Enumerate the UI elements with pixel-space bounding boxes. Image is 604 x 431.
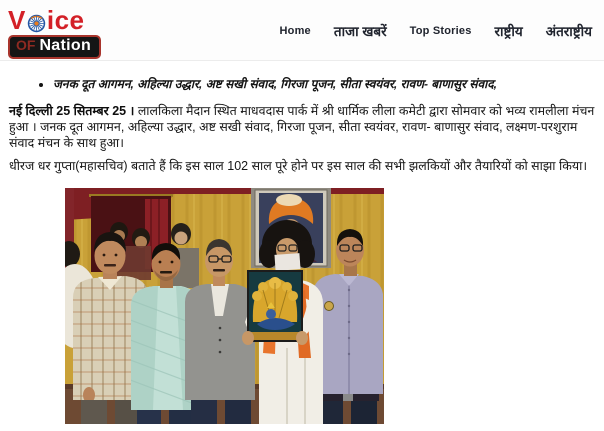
article-body xyxy=(0,77,604,424)
deity-picture xyxy=(242,270,308,345)
site-logo[interactable] xyxy=(8,7,101,59)
paragraph-2-text: धीरज धर गुप्ता(महासचिव) बताते हैं कि इस साल 102 साल पूरे होने पर इस साल की सभी झलकियों और तैयारियों को साझा किया। xyxy=(9,159,588,173)
logo-voice xyxy=(8,7,101,33)
logo-letter-v: V xyxy=(8,5,26,35)
news-paragraph-2 xyxy=(9,158,595,174)
nav-item-rashtriya[interactable]: राष्ट्रीय xyxy=(494,24,523,39)
logo-nation: Nation xyxy=(39,37,92,54)
logo-of-nation-box xyxy=(8,35,101,59)
site-header xyxy=(0,0,604,61)
paragraph-1-text: लालकिला मैदान स्थित माधवदास पार्क में श्री धार्मिक लीला कमेटी द्वारा सोमवार को भव्य रामलीला मंचन हुआ । जनक दूत आगमन, अहिल्या उद्धार, अष्ट सखी संवाद, गिरजा पूजन, सीता स्वयंवर, रावण- बाणासुर संवाद, लक्ष्मण-परशुराम संवाद मंचन के साथ हुआ। xyxy=(9,104,595,150)
chakra-icon xyxy=(27,11,46,30)
nav-item-home[interactable]: Home xyxy=(279,25,311,37)
news-paragraph-1 xyxy=(9,103,595,151)
nav-item-taza-khabren[interactable]: ताजा खबरें xyxy=(333,24,387,39)
headline-list xyxy=(9,77,595,92)
article-photo xyxy=(65,188,384,424)
main-nav xyxy=(280,22,592,40)
logo-of: OF xyxy=(16,37,36,53)
logo-letters-ice: ice xyxy=(46,5,85,35)
nav-item-top-stories[interactable]: Top Stories xyxy=(409,25,472,37)
nav-item-antarrashtriya[interactable]: अंतराष्ट्रीय xyxy=(545,24,592,39)
headline-bullet-item[interactable]: • जनक दूत आगमन, अहिल्या उद्धार, अष्ट सखी संवाद, गिरजा पूजन, सीता स्वयंवर, रावण- बाणासुर संवाद, xyxy=(53,77,595,92)
dateline: नई दिल्ली 25 सितम्बर 25 । xyxy=(9,104,138,118)
